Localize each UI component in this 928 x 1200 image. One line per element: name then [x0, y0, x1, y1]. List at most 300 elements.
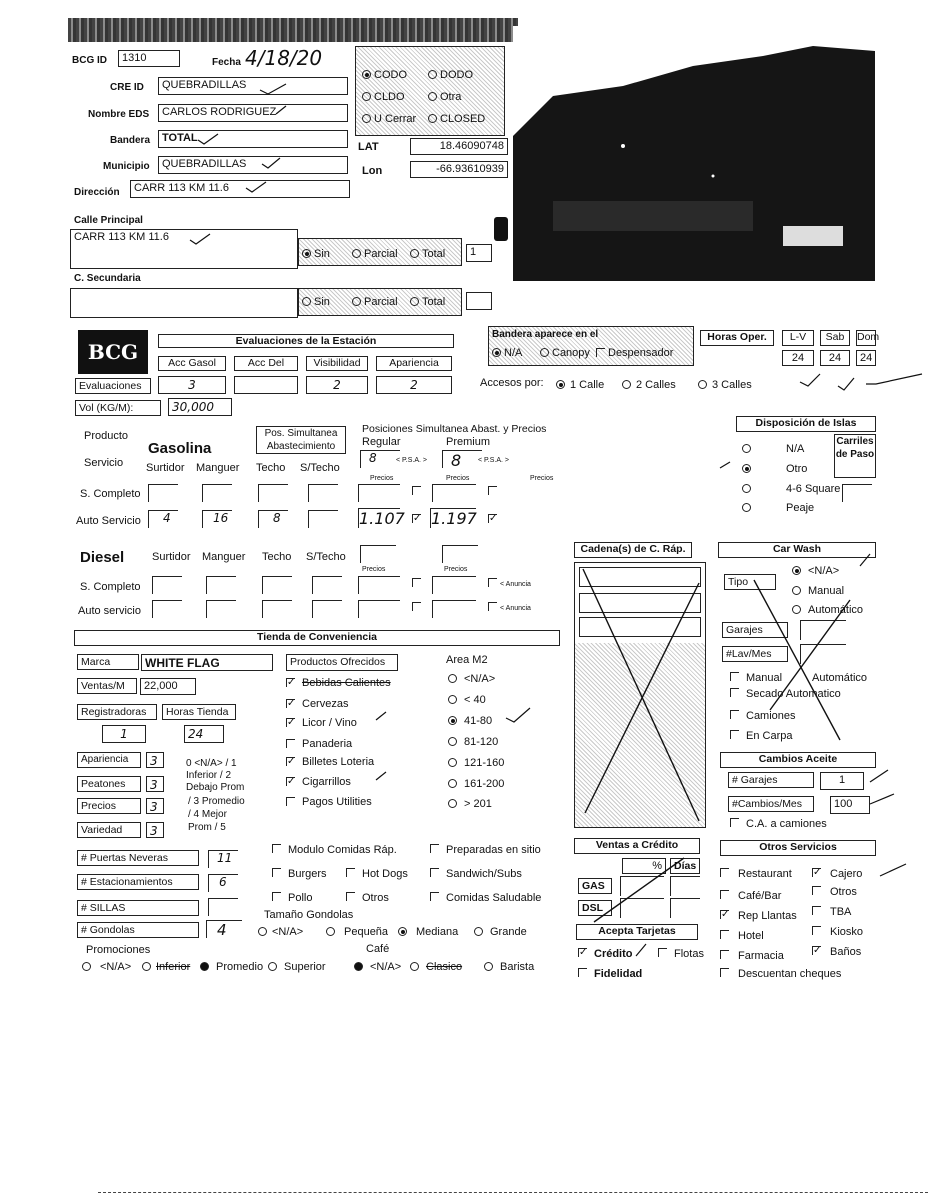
- peatones-value[interactable]: 3: [146, 776, 164, 792]
- area-radio-0[interactable]: [448, 674, 457, 683]
- diesel-col-manguer: Manguer: [202, 551, 246, 563]
- gas-as-manguer[interactable]: 16: [202, 510, 232, 528]
- producto-check-6[interactable]: [286, 797, 295, 806]
- hotdogs-check[interactable]: [346, 868, 355, 877]
- bcg-id-field[interactable]: 1310: [118, 50, 180, 67]
- diesel-regular-box[interactable]: [360, 545, 396, 563]
- semaforo-total-radio[interactable]: [410, 249, 419, 258]
- producto-label-0: Bebidas Calientes: [302, 677, 391, 689]
- ca-camiones-label: C.A. a camiones: [746, 818, 827, 830]
- bandera-na-radio[interactable]: [492, 348, 501, 357]
- diesel-sc-manguer[interactable]: [206, 576, 236, 594]
- evaluaciones-title: Evaluaciones de la Estación: [158, 334, 454, 348]
- checkmark-icon: ✓: [287, 677, 296, 688]
- ca-camiones-check[interactable]: [730, 818, 739, 827]
- checkmark-icon: ✓: [287, 717, 296, 728]
- sillas-label: # SILLAS: [77, 900, 199, 916]
- regular-label: Regular: [362, 436, 401, 448]
- secundaria-count-field[interactable]: [466, 292, 492, 310]
- accesos-3-label: 3 Calles: [712, 379, 752, 391]
- scale-line-1: Inferior / 2: [186, 770, 232, 781]
- gas-as-stecho[interactable]: [308, 510, 338, 528]
- tamano-mediana-radio[interactable]: [398, 927, 407, 936]
- diesel-sc-label: S. Completo: [80, 581, 141, 593]
- otros-restaurant-label: Restaurant: [738, 868, 792, 880]
- semaforo-parcial-label: Parcial: [364, 248, 398, 260]
- area-label-4: 121-160: [464, 757, 505, 769]
- otros-tba-label: TBA: [830, 906, 852, 918]
- area-radio-4[interactable]: [448, 758, 457, 767]
- otros-tba-check[interactable]: [812, 906, 821, 915]
- eval-col-acc-del: Acc Del: [234, 356, 298, 371]
- gas-label: GAS: [578, 878, 612, 894]
- gasolina-heading: Gasolina: [148, 440, 212, 457]
- diesel-as-price2[interactable]: [432, 600, 476, 618]
- c-secundaria-label: C. Secundaria: [74, 273, 141, 284]
- credito-check[interactable]: [578, 948, 587, 957]
- secundaria-total-radio[interactable]: [410, 297, 419, 306]
- cambios-title: Cambios Aceite: [720, 752, 876, 768]
- direccion-label: Dirección: [74, 187, 120, 198]
- bandera-field[interactable]: TOTAL: [158, 130, 348, 148]
- vol-label: Vol (KG/M):: [75, 400, 161, 416]
- bottom-edge-marks: [98, 1192, 928, 1194]
- tipo-closed-radio[interactable]: [428, 114, 437, 123]
- diesel-as-stecho[interactable]: [312, 600, 342, 618]
- lon-field[interactable]: -66.93610939: [410, 161, 508, 178]
- accesos-2-radio[interactable]: [622, 380, 631, 389]
- col-techo: Techo: [256, 462, 286, 474]
- credito-pct-field[interactable]: %: [622, 858, 666, 874]
- scale-line-5: Prom / 5: [188, 822, 226, 833]
- cafe-label: Café: [366, 943, 390, 955]
- semaforo-parcial-radio[interactable]: [352, 249, 361, 258]
- otros-cajero-label: Cajero: [830, 868, 863, 880]
- flotas-check[interactable]: [658, 948, 667, 957]
- diesel-precios-1: Precios: [362, 566, 386, 573]
- diesel-as-surtidor[interactable]: [152, 600, 182, 618]
- station-photo: [513, 26, 875, 316]
- tipo-otra-radio[interactable]: [428, 92, 437, 101]
- cadenas-cross-out: [575, 563, 705, 827]
- diesel-sc-check2[interactable]: [488, 578, 497, 587]
- tipo-dodo-label: DODO: [440, 69, 473, 81]
- tamano-na-radio[interactable]: [258, 927, 267, 936]
- premium-psa: < P.S.A. >: [478, 457, 510, 464]
- bandera-aparece-label: Bandera aparece en el: [492, 329, 599, 340]
- acepta-tarjetas-title: Acepta Tarjetas: [576, 924, 698, 940]
- otros-cheques-check[interactable]: [720, 968, 729, 977]
- vol-value[interactable]: 30,000: [168, 398, 232, 416]
- diesel-sc-techo[interactable]: [262, 576, 292, 594]
- lon-label: Lon: [362, 165, 383, 177]
- tipo-cldo-radio[interactable]: [362, 92, 371, 101]
- disp-peaje-radio[interactable]: [742, 503, 751, 512]
- diesel-col-stecho: S/Techo: [306, 551, 346, 563]
- area-label-3: 81-120: [464, 736, 499, 748]
- disposicion-title: Disposición de Islas: [736, 416, 876, 432]
- variedad-label: Variedad: [77, 822, 141, 838]
- area-label-6: > 201: [464, 798, 492, 810]
- precios-extra-label: Precios: [530, 475, 554, 482]
- cambios-mes-label: #Cambios/Mes: [728, 796, 814, 812]
- diesel-as-techo[interactable]: [262, 600, 292, 618]
- otros-hotel-check[interactable]: [720, 930, 729, 939]
- secundaria-parcial-radio[interactable]: [352, 297, 361, 306]
- otros-restaurant-check[interactable]: [720, 868, 729, 877]
- diesel-sc-stecho[interactable]: [312, 576, 342, 594]
- secundaria-sin-label: Sin: [314, 296, 330, 308]
- precios-label: Precios: [77, 798, 141, 814]
- otros-otros-label: Otros: [830, 886, 857, 898]
- carwash-manual-check-label: Manual: [746, 672, 783, 684]
- dsl-label: DSL: [578, 900, 612, 916]
- secundaria-parcial-label: Parcial: [364, 296, 398, 308]
- tipo-otra-label: Otra: [440, 91, 462, 103]
- tienda-title: Tienda de Conveniencia: [74, 630, 560, 646]
- checkmark-icon: ✓: [413, 513, 422, 524]
- precios-value[interactable]: 3: [146, 798, 164, 814]
- checkmark-icon: ✓: [721, 909, 730, 920]
- burgers-check[interactable]: [272, 868, 281, 877]
- carwash-secado-label: Secado Automatico: [746, 688, 841, 700]
- tipo-cldo-label: CLDO: [374, 91, 405, 103]
- municipio-label: Municipio: [103, 161, 150, 172]
- carwash-tipo-label: Tipo: [724, 574, 776, 590]
- apariencia-value[interactable]: 3: [146, 752, 164, 768]
- cafe-clasico-radio[interactable]: [410, 962, 419, 971]
- gas-sc-premium-check[interactable]: [488, 486, 497, 495]
- tipo-ucerrar-radio[interactable]: [362, 114, 371, 123]
- scale-line-3: / 3 Promedio: [188, 796, 245, 807]
- area-radio-6[interactable]: [448, 799, 457, 808]
- promo-na-label: <N/A>: [100, 961, 132, 973]
- otros-kiosko-label: Kiosko: [830, 926, 864, 938]
- checkmark-icon: ✓: [579, 947, 588, 958]
- tamano-pequena-radio[interactable]: [326, 927, 335, 936]
- gas-as-premium-price[interactable]: 1.197: [431, 509, 477, 528]
- tamano-pequena-label: Pequeña: [344, 926, 389, 938]
- estacionamientos-value[interactable]: 6: [208, 874, 238, 892]
- modulo-label: Modulo Comidas Ráp.: [288, 844, 397, 856]
- producto-label-2: Licor / Vino: [302, 717, 357, 729]
- tipo-dodo-radio[interactable]: [428, 70, 437, 79]
- lat-label: LAT: [358, 141, 379, 153]
- area-radio-5[interactable]: [448, 779, 457, 788]
- registradoras-value[interactable]: 1: [102, 725, 146, 743]
- tipo-closed-label: CLOSED: [440, 113, 486, 125]
- area-label-1: < 40: [464, 694, 486, 706]
- gas-sc-manguer[interactable]: [202, 484, 232, 502]
- marca-value[interactable]: WHITE FLAG: [141, 654, 273, 671]
- bandera-label: Bandera: [110, 135, 151, 146]
- gas-sc-stecho[interactable]: [308, 484, 338, 502]
- direccion-field[interactable]: CARR 113 KM 11.6: [130, 180, 350, 198]
- disp-otro-label: Otro: [786, 463, 808, 475]
- semaforo-count-field[interactable]: 1: [466, 244, 492, 262]
- disp-na-radio[interactable]: [742, 444, 751, 453]
- bandera-canopy-radio[interactable]: [540, 348, 549, 357]
- cre-id-field[interactable]: QUEBRADILLAS: [158, 77, 348, 95]
- diesel-sc-check1[interactable]: [412, 578, 421, 587]
- eval-acc-del-value[interactable]: [234, 376, 298, 394]
- producto-check-1[interactable]: [286, 699, 295, 708]
- disp-na-label: N/A: [786, 443, 805, 455]
- otros-kiosko-check[interactable]: [812, 926, 821, 935]
- semaforo-sin-label: Sin: [314, 248, 330, 260]
- calle-principal-label: Calle Principal: [74, 215, 143, 226]
- gas-as-techo[interactable]: 8: [258, 510, 288, 528]
- producto-check-2[interactable]: [286, 718, 295, 727]
- horas-dom-value[interactable]: 24: [856, 350, 876, 366]
- carwash-na-label: <N/A>: [808, 565, 840, 577]
- producto-label-6: Pagos Utilities: [302, 796, 372, 808]
- cafe-clasico-label: Clasico: [426, 961, 463, 973]
- cambios-garajes-label: # Garajes: [728, 772, 814, 788]
- diesel-heading: Diesel: [80, 549, 125, 566]
- diesel-as-anuncia: < Anuncia: [500, 605, 531, 612]
- carwash-camiones-label: Camiones: [746, 710, 796, 722]
- estacionamientos-label: # Estacionamientos: [77, 874, 199, 890]
- productos-title: Productos Ofrecidos: [286, 654, 398, 671]
- flotas-label: Flotas: [674, 948, 704, 960]
- diesel-as-check2[interactable]: [488, 602, 497, 611]
- tamano-label: Tamaño Gondolas: [264, 909, 354, 921]
- cafe-na-radio[interactable]: [354, 962, 363, 971]
- diesel-col-surtidor: Surtidor: [152, 551, 191, 563]
- promo-na-radio[interactable]: [82, 962, 91, 971]
- horas-sab-value[interactable]: 24: [820, 350, 850, 366]
- carwash-automatico-label: Automático: [812, 672, 868, 684]
- bandera-canopy-label: Canopy: [552, 347, 590, 359]
- eval-col-acc-gasol: Acc Gasol: [158, 356, 226, 371]
- horas-tienda-label: Horas Tienda: [162, 704, 236, 720]
- carwash-manual-check[interactable]: [730, 672, 739, 681]
- pollo-check[interactable]: [272, 892, 281, 901]
- accesos-label: Accesos por:: [480, 377, 544, 389]
- horas-col-dom: Dom: [856, 330, 876, 346]
- area-label-2: 41-80: [464, 715, 493, 727]
- horas-oper-label: Horas Oper.: [700, 330, 774, 346]
- producto-check-3[interactable]: [286, 739, 295, 748]
- pos-header: Posiciones Simultanea Abast. y Precios: [362, 423, 547, 435]
- horas-lv-value[interactable]: 24: [782, 350, 814, 366]
- area-radio-2[interactable]: [448, 716, 457, 725]
- diesel-sc-anuncia: < Anuncia: [500, 581, 531, 588]
- gas-sc-premium-price[interactable]: [432, 484, 476, 502]
- bcg-logo: BCG: [78, 330, 148, 374]
- apariencia-label: Apariencia: [77, 752, 141, 768]
- producto-check-4[interactable]: [286, 757, 295, 766]
- otros-farmacia-label: Farmacia: [738, 950, 784, 962]
- diesel-premium-box[interactable]: [442, 545, 478, 563]
- cambios-garajes-value[interactable]: 1: [820, 772, 864, 790]
- disp-peaje-label: Peaje: [786, 502, 815, 514]
- c-secundaria-field[interactable]: [70, 288, 298, 318]
- checkmark-icon: ✓: [489, 513, 498, 524]
- scan-top-noise: [68, 18, 518, 42]
- scale-line-4: / 4 Mejor: [188, 809, 227, 820]
- eval-acc-gasol-value[interactable]: 3: [158, 376, 226, 394]
- semaforo-sin-radio[interactable]: [302, 249, 311, 258]
- horas-col-sab: Sab: [820, 330, 850, 346]
- precios-reg-label: Precios: [370, 475, 394, 482]
- sandwich-check[interactable]: [430, 868, 439, 877]
- otros-banos-label: Baños: [830, 946, 862, 958]
- otros-cafebar-label: Café/Bar: [738, 890, 782, 902]
- carriles-field[interactable]: [842, 484, 872, 502]
- cafe-barista-label: Barista: [500, 961, 535, 973]
- semaforo-total-label: Total: [422, 248, 446, 260]
- scale-line-2: Debajo Prom: [186, 782, 245, 793]
- saludable-check[interactable]: [430, 892, 439, 901]
- checkmark-icon: ✓: [287, 756, 296, 767]
- tamano-grande-radio[interactable]: [474, 927, 483, 936]
- otros-food-check[interactable]: [346, 892, 355, 901]
- promo-promedio-label: Promedio: [216, 961, 264, 973]
- gas-sc-surtidor[interactable]: [148, 484, 178, 502]
- gas-as-regular-check[interactable]: [412, 514, 421, 523]
- area-radio-3[interactable]: [448, 737, 457, 746]
- gas-sc-techo[interactable]: [258, 484, 288, 502]
- checkmark-icon: ✓: [813, 867, 822, 878]
- hotdogs-label: Hot Dogs: [362, 868, 408, 880]
- otros-banos-check[interactable]: [812, 946, 821, 955]
- diesel-precios-2: Precios: [444, 566, 468, 573]
- gondolas-value[interactable]: 4: [206, 920, 242, 938]
- eval-apariencia-value[interactable]: 2: [376, 376, 452, 394]
- pos-simultanea-label: Pos. Simultanea Abastecimiento: [256, 426, 346, 454]
- fidelidad-check[interactable]: [578, 968, 587, 977]
- diesel-sc-price2[interactable]: [432, 576, 476, 594]
- diesel-col-techo: Techo: [262, 551, 292, 563]
- gas-sc-regular-price[interactable]: [358, 484, 400, 502]
- horas-col-lv: L-V: [782, 330, 814, 346]
- promo-superior-radio[interactable]: [268, 962, 277, 971]
- calle-principal-field[interactable]: CARR 113 KM 11.6: [70, 229, 298, 269]
- puertas-value[interactable]: 11: [208, 850, 238, 868]
- area-radio-1[interactable]: [448, 695, 457, 704]
- fecha-value[interactable]: 4/18/20: [245, 46, 323, 70]
- nombre-eds-field[interactable]: CARLOS RODRIGUEZ: [158, 104, 348, 122]
- credito-cross-out: [574, 854, 704, 926]
- otros-farmacia-check[interactable]: [720, 950, 729, 959]
- accesos-3-radio[interactable]: [698, 380, 707, 389]
- secundaria-total-label: Total: [422, 296, 446, 308]
- promo-promedio-radio[interactable]: [200, 962, 209, 971]
- diesel-as-label: Auto servicio: [78, 605, 141, 617]
- producto-check-0[interactable]: [286, 678, 295, 687]
- pollo-label: Pollo: [288, 892, 313, 904]
- saludable-label: Comidas Saludable: [446, 892, 542, 904]
- regular-psa: < P.S.A. >: [396, 457, 428, 464]
- carwash-lav-label: #Lav/Mes: [722, 646, 788, 662]
- cambios-mes-value[interactable]: 100: [830, 796, 870, 814]
- promo-superior-label: Superior: [284, 961, 326, 973]
- marca-label: Marca: [77, 654, 139, 670]
- accesos-1-radio[interactable]: [556, 380, 565, 389]
- sillas-value[interactable]: [208, 898, 238, 916]
- ventas-label: Ventas/M: [77, 678, 137, 694]
- gas-as-surtidor[interactable]: 4: [148, 510, 178, 528]
- preparadas-check[interactable]: [430, 844, 439, 853]
- modulo-check[interactable]: [272, 844, 281, 853]
- tipo-codo-label: CODO: [374, 69, 407, 81]
- col-surtidor: Surtidor: [146, 462, 185, 474]
- municipio-field[interactable]: QUEBRADILLAS: [158, 156, 348, 174]
- otros-title: Otros Servicios: [720, 840, 876, 856]
- accesos-1-label: 1 Calle: [570, 379, 605, 391]
- premium-pos-field[interactable]: 8: [442, 450, 482, 468]
- gas-sc-regular-check[interactable]: [412, 486, 421, 495]
- cafe-na-label: <N/A>: [370, 961, 402, 973]
- preparadas-label: Preparadas en sitio: [446, 844, 541, 856]
- servicio-label: Servicio: [84, 457, 124, 469]
- bandera-despensador-checkbox[interactable]: [596, 348, 605, 357]
- carwash-cross-out: [740, 560, 876, 750]
- variedad-value[interactable]: 3: [146, 822, 164, 838]
- lat-field[interactable]: 18.46090748: [410, 138, 508, 155]
- otros-llantas-check[interactable]: [720, 910, 729, 919]
- producto-check-5[interactable]: [286, 777, 295, 786]
- diesel-as-price1[interactable]: [358, 600, 400, 618]
- credito-dias-label: Días: [670, 858, 700, 874]
- disp-46-radio[interactable]: [742, 484, 751, 493]
- otros-hotel-label: Hotel: [738, 930, 764, 942]
- otros-cafebar-check[interactable]: [720, 890, 729, 899]
- diesel-sc-price1[interactable]: [358, 576, 400, 594]
- carriles-label: Carriles de Paso: [834, 434, 876, 478]
- producto-label-5: Cigarrillos: [302, 776, 351, 788]
- tipo-codo-radio[interactable]: [362, 70, 371, 79]
- cadenas-title: Cadena(s) de C. Ráp.: [574, 542, 692, 558]
- promo-inferior-label: Inferior: [156, 961, 191, 973]
- diesel-sc-surtidor[interactable]: [152, 576, 182, 594]
- disp-otro-radio[interactable]: [742, 464, 751, 473]
- gas-as-premium-check[interactable]: [488, 514, 497, 523]
- cre-id-label: CRE ID: [110, 82, 144, 93]
- tamano-mediana-label: Mediana: [416, 926, 459, 938]
- producto-label-3: Panaderia: [302, 738, 353, 750]
- cafe-barista-radio[interactable]: [484, 962, 493, 971]
- tamano-grande-label: Grande: [490, 926, 527, 938]
- carwash-garajes-label: Garajes: [722, 622, 788, 638]
- diesel-as-check1[interactable]: [412, 602, 421, 611]
- promo-inferior-radio[interactable]: [142, 962, 151, 971]
- producto-label-1: Cervezas: [302, 698, 349, 710]
- carwash-carpa-check[interactable]: [730, 730, 739, 739]
- otros-cajero-check[interactable]: [812, 868, 821, 877]
- eval-visibilidad-value[interactable]: 2: [306, 376, 368, 394]
- tipo-ucerrar-label: U Cerrar: [374, 113, 417, 125]
- producto-label-4: Billetes Loteria: [302, 756, 375, 768]
- accesos-2-label: 2 Calles: [636, 379, 676, 391]
- eval-col-apariencia: Apariencia: [376, 356, 452, 371]
- otros-cheques-label: Descuentan cheques: [738, 968, 842, 980]
- col-manguer: Manguer: [196, 462, 240, 474]
- diesel-as-manguer[interactable]: [206, 600, 236, 618]
- secundaria-sin-radio[interactable]: [302, 297, 311, 306]
- carwash-secado-check[interactable]: [730, 688, 739, 697]
- precios-prem-label: Precios: [446, 475, 470, 482]
- ventas-value[interactable]: 22,000: [140, 678, 196, 695]
- gas-as-regular-price[interactable]: 1.107: [359, 509, 405, 528]
- horas-tienda-value[interactable]: 24: [184, 725, 224, 743]
- regular-pos-field[interactable]: 8: [360, 450, 400, 468]
- otros-otros-check[interactable]: [812, 886, 821, 895]
- nombre-eds-label: Nombre EDS: [88, 109, 150, 120]
- carwash-camiones-check[interactable]: [730, 710, 739, 719]
